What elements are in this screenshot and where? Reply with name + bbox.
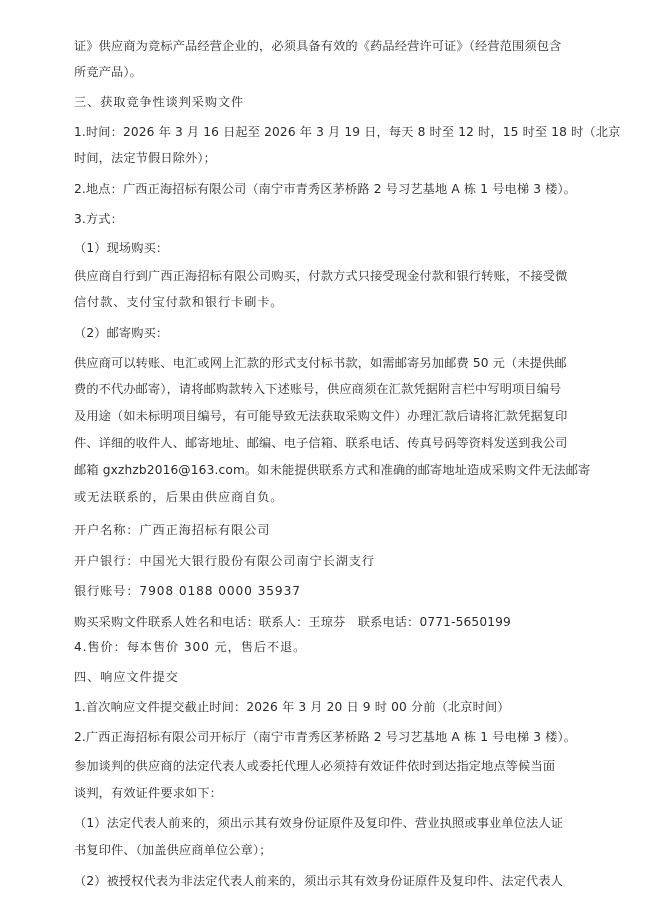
text-line-2: 所竞产品）。	[74, 65, 142, 79]
text-line-25: 2.广西正海招标有限公司开标厅（南宁市青秀区茅桥路 2 号习艺基地 A 栋 1 号电梯 3 楼）。	[74, 730, 577, 744]
text-line-4: 1.时间：2026 年 3 月 16 日起至 2026 年 3 月 19 日，每天 8 时至 12 时，15 时至 18 时（北京	[74, 125, 621, 139]
text-line-1: 证》供应商为竞标产品经营企业的，必须具备有效的《药品经营许可证》（经营范围须包含	[74, 39, 562, 53]
text-line-5: 时间，法定节假日除外）；	[74, 151, 216, 165]
text-line-8: （1）现场购买：	[74, 241, 169, 255]
text-line-10: 信付款、支付宝付款和银行卡刷卡。	[74, 295, 284, 309]
section-heading-3: 三、获取竞争性谈判采购文件	[74, 95, 245, 109]
text-line-13: 费的不代办邮寄），请将邮购款转入下述账号，供应商须在汇款凭据附言栏中写明项目编号	[74, 382, 562, 396]
text-line-12: 供应商可以转账、电汇或网上汇款的形式支付标书款，如需邮寄另加邮费 50 元（未提供邮	[74, 356, 567, 370]
text-line-18: 开户名称：广西正海招标有限公司	[74, 523, 271, 537]
text-line-29: 书复印件、（加盖供应商单位公章）；	[74, 843, 272, 857]
text-line-15: 件、详细的收件人、邮寄地址、邮编、电子信箱、联系电话、传真号码等资料发送到我公司	[74, 436, 568, 450]
text-line-16: 邮箱 gxzhzb2016@163.com。如未能提供联系方式和准确的邮寄地址造成采购文件无法邮寄	[74, 463, 591, 477]
text-line-20: 银行账号：7908 0188 0000 35937	[74, 584, 301, 598]
section-heading-23: 四、响应文件提交	[74, 670, 179, 684]
text-line-30: （2）被授权代表为非法定代表人前来的，须出示其有效身份证原件及复印件、法定代表人	[74, 874, 564, 888]
text-line-21: 购买采购文件联系人姓名和电话：联系人：王琼芬 联系电话：0771-5650199	[74, 615, 511, 629]
text-line-19: 开户银行：中国光大银行股份有限公司南宁长湖支行	[74, 554, 376, 568]
text-line-26: 参加谈判的供应商的法定代表人或委托代理人必须持有效证件依时到达指定地点等候当面	[74, 759, 556, 773]
text-line-28: （1）法定代表人前来的，须出示其有效身份证原件及复印件、营业执照或事业单位法人证	[74, 816, 564, 830]
text-line-11: （2）邮寄购买：	[74, 326, 169, 340]
text-line-27: 谈判，有效证件要求如下：	[74, 786, 223, 800]
text-line-24: 1.首次响应文件提交截止时间：2026 年 3 月 20 日 9 时 00 分前（北京时间）	[74, 700, 510, 714]
text-line-7: 3.方式：	[74, 212, 123, 226]
text-line-14: 及用途（如未标明项目编号，有可能导致无法获取采购文件）办理汇款后请将汇款凭据复印	[74, 409, 568, 423]
text-line-6: 2.地点：广西正海招标有限公司（南宁市青秀区茅桥路 2 号习艺基地 A 栋 1 号电梯 3 楼）。	[74, 182, 577, 196]
text-line-22: 4.售价：每本售价 300 元，售后不退。	[74, 640, 307, 654]
text-line-17: 或无法联系的，后果由供应商自负。	[74, 490, 284, 504]
text-line-9: 供应商自行到广西正海招标有限公司购买，付款方式只接受现金付款和银行转账，不接受微	[74, 269, 568, 283]
